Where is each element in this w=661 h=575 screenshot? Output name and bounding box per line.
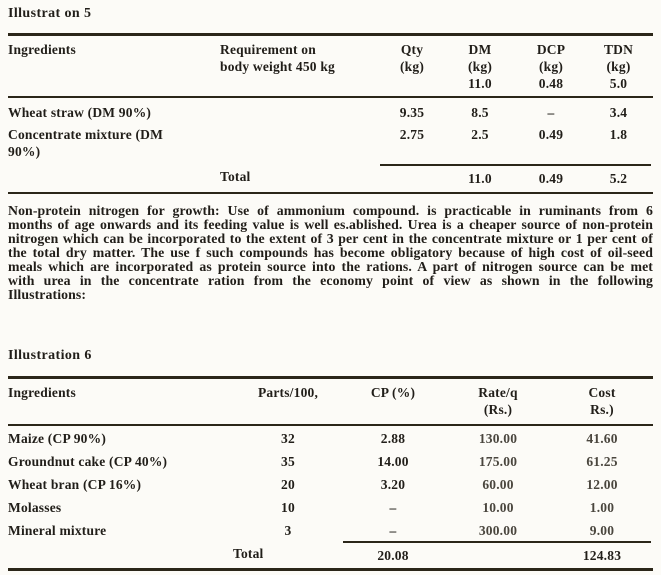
header-line: (kg): [399, 59, 425, 74]
cell-qty-total: [380, 164, 444, 192]
header-cp: [343, 384, 443, 418]
header-label: Ingredients: [8, 385, 76, 400]
table-row-wheat-bran: [8, 472, 653, 495]
cell-qty: 9.35: [399, 105, 425, 120]
cell-tdn-total: 5.2: [586, 164, 651, 192]
cell-qty: 2.75: [399, 127, 425, 142]
header-line: (kg): [606, 59, 631, 74]
header-line: DCP: [536, 42, 566, 57]
header-line: TDN: [603, 42, 634, 57]
cell-empty: [220, 126, 380, 160]
table-row-wheat-straw: [8, 98, 653, 123]
cell-rate: 175.00: [478, 454, 518, 469]
header-requirement-value: 0.48: [538, 76, 564, 91]
cell-ingredient: Wheat straw (DM 90%): [8, 105, 152, 120]
cell-tdn: 1.8: [609, 127, 628, 142]
cell-ingredient: Wheat bran (CP 16%): [8, 477, 142, 492]
body-paragraph: [8, 204, 653, 302]
cell-dm: 8.5: [471, 105, 489, 120]
table-total-row: [8, 541, 653, 568]
header-rate: [443, 384, 553, 418]
cell-dm: 2.5: [471, 127, 489, 142]
table-row-concentrate-mixture: [8, 123, 653, 164]
paragraph-body: Use of ammonium compound. is practicable in ruminants from 6 months of age onwards and its feeding value is well es.ablished. Urea is a cheaper source of non-protein nitrogen which can be incorporated to the extent of 3 per cent in the concentrate mixture or 1 per cent of the total dry matter. The use f such compounds has become obligatory because of high cost of oil-seed meals which are incorporated as protein source into the rations. A part of nitrogen source can be met with urea in the concentrate ration from the economy point of view as shown in the following Illustrations:: [8, 203, 654, 302]
illustration6-title: Illustration 6: [8, 348, 92, 363]
header-line: (kg): [538, 59, 564, 74]
cell-dcp: 0.49: [538, 127, 564, 142]
header-requirement-value: 5.0: [609, 76, 628, 91]
cell-cp: 2.88: [380, 431, 406, 446]
table-row-maize: [8, 426, 653, 449]
table-row-molasses: [8, 495, 653, 518]
cell-cp-total: 20.08: [343, 541, 443, 568]
header-parts: [233, 384, 343, 418]
header-line: body weight 450 kg: [220, 59, 335, 74]
header-tdn: [586, 41, 651, 92]
header-label: Parts/100,: [257, 385, 319, 400]
total-label: Total: [233, 546, 264, 561]
cell-parts: 20: [281, 477, 295, 492]
cell-parts: 35: [281, 454, 295, 469]
header-label: Ingredients: [8, 42, 76, 57]
illustration6-table: [8, 376, 653, 571]
cell-rate: 130.00: [478, 431, 518, 446]
header-dm: [444, 41, 516, 92]
cell-cost: 9.00: [589, 523, 615, 538]
cell-rate: 300.00: [478, 523, 518, 538]
cell-ingredient: Mineral mixture: [8, 523, 107, 538]
cell-cost: 1.00: [589, 500, 615, 515]
header-line: (kg): [467, 59, 493, 74]
table-header-row: [8, 379, 653, 426]
cell-cp: 14.00: [377, 454, 409, 469]
cell-cost: 61.25: [586, 454, 618, 469]
cell-ingredient: Concentrate mixture (DM 90%): [8, 127, 164, 159]
header-ingredients: [8, 384, 233, 418]
cell-ingredient: Groundnut cake (CP 40%): [8, 454, 168, 469]
header-line: (Rs.): [483, 402, 513, 417]
cell-cp: –: [389, 500, 397, 515]
paragraph-lead: Non-protein nitrogen for growth:: [8, 203, 220, 218]
cell-dm-total: 11.0: [444, 164, 516, 192]
cell-empty: [8, 164, 220, 192]
header-dcp: [516, 41, 586, 92]
cell-ingredient: Molasses: [8, 500, 62, 515]
header-line: DM: [468, 42, 492, 57]
illustration5-title: Illustrat on 5: [8, 6, 92, 21]
header-cost: [553, 384, 651, 418]
header-line: Cost: [588, 385, 616, 400]
header-requirement-value: 11.0: [468, 76, 492, 91]
cell-tdn: 3.4: [609, 105, 628, 120]
header-requirement: [220, 41, 380, 92]
cell-rate: 10.00: [482, 500, 514, 515]
header-line: Rs.): [590, 402, 614, 417]
cell-rate-total: [443, 541, 553, 568]
cell-cost-total: 124.83: [553, 541, 651, 568]
total-label: Total: [220, 169, 251, 184]
header-ingredients: [8, 41, 220, 92]
cell-cp: 3.20: [380, 477, 406, 492]
header-line: Qty: [400, 42, 424, 57]
cell-parts: 10: [281, 500, 295, 515]
table-row-groundnut-cake: [8, 449, 653, 472]
cell-cost: 12.00: [586, 477, 618, 492]
cell-cp: –: [389, 523, 397, 538]
illustration5-table: [8, 33, 653, 194]
cell-empty: [220, 104, 380, 121]
cell-empty: [8, 541, 233, 568]
table-header-row: [8, 36, 653, 98]
cell-parts: 3: [284, 523, 292, 538]
cell-dcp: –: [547, 105, 555, 120]
cell-dcp-total: 0.49: [516, 164, 586, 192]
header-label: CP (%): [370, 385, 416, 400]
cell-cost: 41.60: [586, 431, 618, 446]
table-row-mineral-mixture: [8, 518, 653, 541]
header-line: Rate/q: [478, 385, 518, 400]
table-total-row: [8, 164, 653, 192]
cell-ingredient: Maize (CP 90%): [8, 431, 107, 446]
cell-parts: 32: [281, 431, 295, 446]
header-qty: [380, 41, 444, 92]
header-line: Requirement on: [220, 42, 316, 57]
cell-rate: 60.00: [482, 477, 514, 492]
